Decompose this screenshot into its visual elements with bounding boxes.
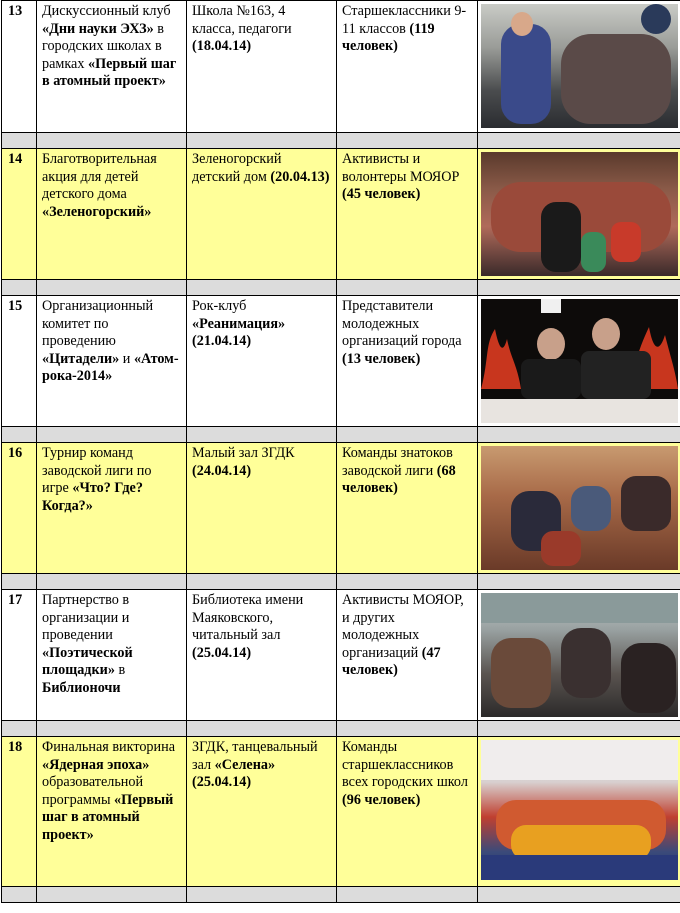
- text: Старшеклассники 9-11 классов: [342, 3, 467, 37]
- text: Организационный комитет по проведению: [42, 298, 154, 349]
- row-number: 13: [2, 1, 37, 133]
- participants-cell: [337, 1, 478, 133]
- bold-text: (96 человек): [342, 791, 421, 808]
- students-auditorium-photo: [481, 4, 678, 128]
- photo-cell: [478, 149, 680, 280]
- bold-text: «Зеленогорский»: [42, 203, 152, 220]
- text: ЗГДК, танцевальный зал: [192, 739, 318, 773]
- text: Школа №163, 4 класса, педагоги: [192, 3, 292, 37]
- text: Библиотека имени Маяковского, читальный зал: [192, 592, 304, 643]
- bold-text: «Поэтической площадки»: [42, 644, 133, 678]
- bold-text: (25.04.14): [192, 774, 252, 790]
- event-cell: [37, 149, 187, 280]
- rock-club-photo: [481, 299, 678, 423]
- bold-text: «Первый шаг в атомный проект»: [42, 791, 174, 843]
- bold-text: Библионочи: [42, 679, 121, 696]
- bold-text: (18.04.14): [192, 38, 252, 54]
- bold-text: «Атом-рока-2014»: [42, 350, 179, 384]
- bold-text: «Реанимация»: [192, 315, 286, 332]
- table-row: [2, 737, 680, 887]
- place-cell: [187, 1, 337, 133]
- table-row: [2, 590, 680, 721]
- text: Зеленогорский детский дом: [192, 151, 282, 185]
- bold-text: (45 человек): [342, 186, 421, 202]
- bold-text: «Селена»: [214, 756, 276, 773]
- photo-cell: [478, 590, 680, 721]
- place-cell: [187, 590, 337, 721]
- bold-text: (119 человек): [342, 20, 435, 54]
- event-cell: [37, 296, 187, 427]
- bold-text: (24.04.14): [192, 462, 252, 479]
- bold-text: «Что? Где? Когда?»: [42, 480, 143, 514]
- text: Представители молодежных организаций города: [342, 298, 462, 349]
- bold-text: (68 человек): [342, 462, 456, 496]
- row-number: 15: [2, 296, 37, 427]
- photo-cell: [478, 737, 680, 887]
- bold-text: «Первый шаг в атомный проект»: [42, 55, 177, 89]
- row-number: 17: [2, 590, 37, 721]
- text: Команды старшеклассников всех городских школ: [342, 739, 468, 790]
- row-number: 14: [2, 149, 37, 280]
- events-table: [1, 0, 680, 903]
- text: Партнерство в организации и проведении: [42, 592, 130, 643]
- text: Благотворительная акция для детей детского дома: [42, 151, 157, 202]
- text: Финальная викторина: [42, 739, 176, 755]
- bold-text: «Ядерная эпоха»: [42, 756, 150, 773]
- bold-text: (13 человек): [342, 350, 421, 367]
- photo-cell: [478, 296, 680, 427]
- text: образовательной программы: [42, 774, 144, 808]
- library-photo: [481, 593, 678, 717]
- bold-text: (25.04.14): [192, 644, 252, 661]
- row-number: 16: [2, 443, 37, 574]
- bold-text: (47 человек): [342, 644, 441, 678]
- table-row: [2, 296, 680, 427]
- bold-text: (21.04.14): [192, 333, 252, 349]
- group-photo: [481, 152, 678, 276]
- place-cell: [187, 443, 337, 574]
- participants-cell: [337, 149, 478, 280]
- quiz-final-group-photo: [481, 740, 678, 880]
- text: в: [114, 662, 126, 678]
- quiz-tournament-photo: [481, 446, 678, 570]
- text: Активисты и волонтеры МОЯОР: [342, 151, 460, 185]
- participants-cell: [337, 296, 478, 427]
- table-row: [2, 1, 680, 133]
- event-cell: [37, 737, 187, 887]
- bold-text: «Цитадели»: [42, 350, 120, 367]
- text: Команды знатоков заводской лиги: [342, 445, 453, 479]
- text: Активисты МОЯОР, и других молодежных организаций: [342, 592, 464, 661]
- place-cell: [187, 296, 337, 427]
- photo-cell: [478, 1, 680, 133]
- event-cell: [37, 590, 187, 721]
- text: и: [119, 350, 134, 367]
- participants-cell: [337, 590, 478, 721]
- text: Турнир команд заводской лиги по игре: [42, 445, 152, 496]
- bold-text: «Дни науки ЭХЗ»: [42, 20, 154, 37]
- text: в городских школах в рамках: [42, 20, 164, 72]
- text: Рок-клуб: [192, 298, 247, 314]
- text: Малый зал ЗГДК: [192, 445, 295, 461]
- row-number: 18: [2, 737, 37, 887]
- participants-cell: [337, 443, 478, 574]
- event-cell: [37, 443, 187, 574]
- table-row: [2, 443, 680, 574]
- participants-cell: [337, 737, 478, 887]
- place-cell: [187, 149, 337, 280]
- place-cell: [187, 737, 337, 887]
- table-row: [2, 149, 680, 280]
- text: Дискуссионный клуб: [42, 3, 171, 19]
- event-cell: [37, 1, 187, 133]
- photo-cell: [478, 443, 680, 574]
- bold-text: (20.04.13): [270, 168, 330, 185]
